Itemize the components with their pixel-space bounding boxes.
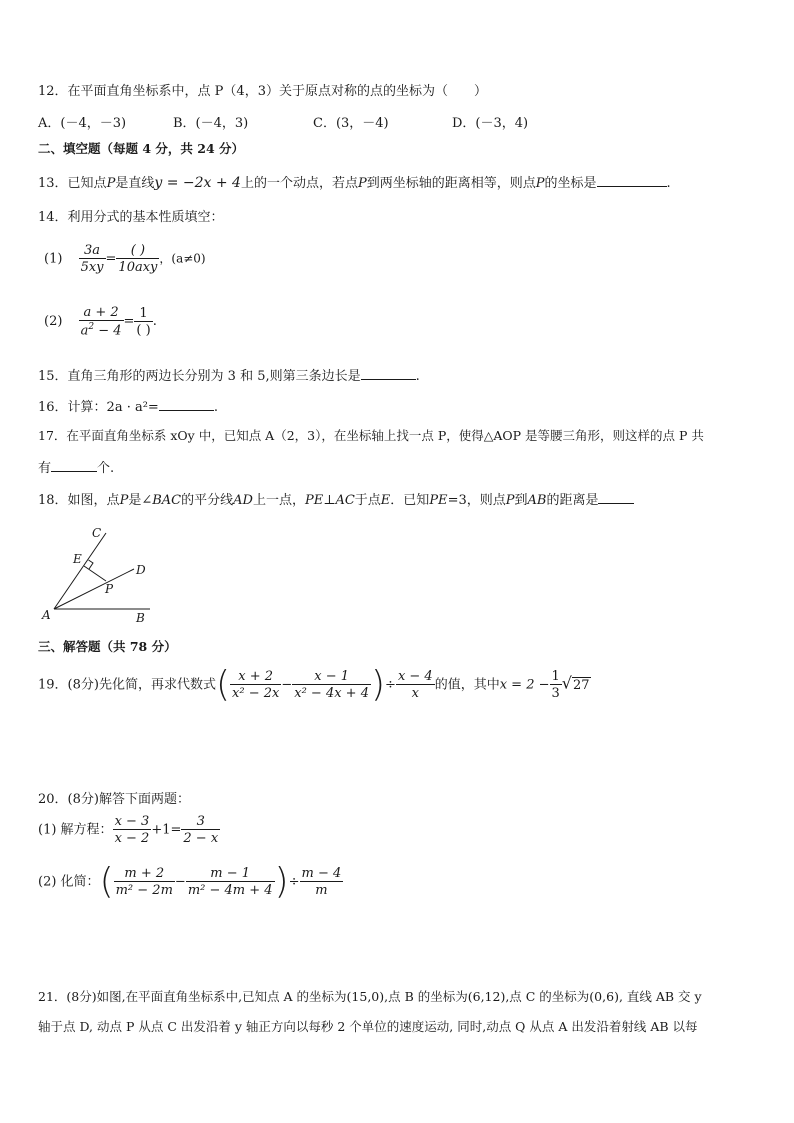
q18-var: AD (233, 493, 253, 508)
part-label: (2) 化简： (38, 874, 100, 890)
q18-var: BAC (152, 493, 182, 508)
question-17-number: 17． (38, 428, 67, 443)
answer-blank-18 (598, 491, 634, 504)
question-13-text-2: 是直线 (115, 176, 155, 191)
q18-text: =3，则点 (447, 493, 506, 508)
period: . (152, 314, 157, 330)
question-21-line-1 (38, 991, 702, 1004)
fraction-numerator: 3a (79, 244, 106, 259)
label-c: C (92, 526, 102, 540)
q18-text: 到 (514, 493, 528, 508)
question-17-text-1: 在平面直角坐标系 xOy 中，已知点 A（2，3），在坐标轴上找一点 P，使得△AOP 是等腰三角形，则这样的点 P 共 (66, 428, 704, 443)
fraction-denominator: m (315, 883, 328, 898)
fraction-1 (230, 670, 281, 700)
q18-var: P (505, 493, 515, 508)
condition-expr: x = 2 − (499, 677, 550, 693)
q18-text: 于点 (354, 493, 381, 508)
fraction-denominator: ( ) (136, 322, 151, 338)
question-17-line-1 (38, 430, 704, 443)
fraction-a-plus-2-over-a2-minus-4 (79, 306, 124, 337)
q18-var: P (119, 493, 129, 508)
ray-ad (54, 569, 134, 609)
fraction-numerator: x − 4 (397, 669, 433, 684)
question-13-number: 13． (38, 176, 68, 191)
label-d: D (136, 563, 146, 577)
equals-sign: = (123, 314, 135, 330)
q18-var: PE (304, 493, 324, 508)
question-21-line-2: 轴于点 D, 动点 P 从点 C 出发沿着 y 轴正方向以每秒 2 个单位的速度运动, 同时,动点 Q 从点 A 出发沿着射线 AB 以每 (38, 1019, 698, 1034)
left-paren: ( (99, 861, 114, 902)
q18-text: ．已知 (390, 493, 430, 508)
question-12 (38, 85, 487, 98)
fraction-1 (113, 815, 152, 845)
question-18 (38, 491, 634, 507)
score-label: (8分) (67, 677, 99, 693)
q18-var: E (380, 493, 391, 508)
question-15-number: 15． (38, 369, 68, 384)
equals-sign: = (105, 251, 117, 267)
fraction-2 (181, 815, 220, 845)
answer-blank-16 (159, 398, 214, 411)
q18-var: PE (429, 493, 448, 508)
fraction-numerator: m − 4 (301, 866, 342, 881)
minus-sign: − (281, 677, 293, 693)
fraction-3 (300, 867, 344, 897)
question-14-part-2-label: (2) (44, 314, 63, 330)
q18-text: 如图，点 (67, 493, 120, 508)
fraction-2 (186, 867, 275, 897)
q18-text: 的平分线 (181, 493, 234, 508)
fraction-denominator: 3 (551, 686, 560, 701)
question-14 (38, 211, 224, 224)
q18-text: 上一点， (252, 493, 305, 508)
fraction-numerator: ( ) (116, 244, 159, 259)
fraction-1 (114, 867, 175, 897)
q18-text: 的距离是 (546, 493, 599, 508)
question-20 (38, 793, 190, 806)
fraction-numerator: x − 1 (292, 670, 371, 685)
question-17-text-2: 有 (38, 461, 52, 476)
fraction-1-over-blank (134, 307, 152, 337)
answer-blank-13 (597, 174, 667, 187)
question-13-var-p: P (106, 176, 116, 191)
divide-sign: ÷ (385, 677, 396, 693)
question-21-number: 21． (38, 989, 67, 1004)
fraction-blank-over-10axy (116, 244, 159, 274)
denominator-exponent: 2 (88, 322, 95, 332)
question-13-text-4: 到两坐标轴的距离相等，则点 (366, 176, 536, 191)
question-17-line-2 (38, 459, 114, 475)
q18-text: ⊥ (323, 493, 336, 508)
answer-blank-15 (361, 367, 416, 380)
denominator-rest: − 4 (94, 323, 122, 339)
fraction-3a-over-5xy (79, 244, 106, 274)
question-20-part-1 (38, 815, 220, 845)
question-12-option-c: C．(3，－4) (313, 116, 389, 131)
condition-text: ，(a≠0) (159, 251, 206, 266)
question-12-text: 在平面直角坐标系中，点 P（4，3）关于原点对称的点的坐标为（ ） (67, 84, 487, 99)
minus-sign: − (174, 874, 186, 890)
question-18-number: 18． (38, 493, 68, 508)
question-14-part-1-label: (1) (44, 251, 63, 267)
fraction-denominator: m² − 4m + 4 (187, 883, 273, 898)
right-paren: ) (370, 664, 386, 705)
section-heading-fill-in: 二、填空题（每题 4 分，共 24 分） (38, 141, 245, 156)
question-14-part-2 (44, 306, 157, 337)
question-19-number: 19． (38, 677, 68, 693)
divide-sign: ÷ (288, 874, 300, 890)
fraction-denominator: 2 − x (183, 831, 219, 846)
q20-text: 解答下面两题： (98, 792, 190, 807)
answer-blank-17 (51, 459, 97, 472)
fraction-denominator: x² − 4x + 4 (294, 686, 369, 701)
period: . (213, 400, 218, 415)
ray-ac (54, 533, 106, 609)
right-angle-mark (89, 560, 94, 569)
fraction-numerator: a + 2 (79, 306, 124, 321)
fraction-denominator: x (411, 686, 419, 701)
fraction-2 (292, 670, 371, 700)
q19-text: 先化简，再求代数式 (98, 677, 216, 693)
fraction-numerator: m + 2 (114, 867, 175, 882)
fraction-denominator (79, 321, 124, 337)
fraction-numerator: 1 (551, 669, 560, 684)
label-a: A (42, 608, 51, 622)
section-heading-answer: 三、解答题（共 78 分） (38, 639, 177, 654)
fraction-denominator: 10axy (118, 260, 158, 275)
q21-text-1: 如图,在平面直角坐标系中,已知点 A 的坐标为(15,0),点 B 的坐标为(6,12),点 C 的坐标为(0,6), 直线 AB 交 y (96, 989, 702, 1004)
fraction-denominator: x² − 2x (232, 686, 280, 701)
question-15 (38, 367, 420, 383)
fraction-denominator: x − 2 (114, 831, 150, 846)
question-13-var-p-3: P (535, 176, 545, 191)
question-20-part-2 (38, 861, 343, 902)
question-13-end: . (666, 176, 671, 191)
score-label: (8分) (66, 989, 97, 1004)
q18-text: 是∠ (128, 493, 153, 508)
denominator-base: a (80, 323, 89, 339)
fraction-numerator: x + 2 (230, 670, 281, 685)
question-20-number: 20． (38, 792, 68, 807)
question-13-text-1: 已知点 (67, 176, 107, 191)
question-14-number: 14． (38, 210, 68, 225)
question-12-option-d: D．(－3，4) (452, 116, 529, 131)
fraction-numerator: 3 (181, 815, 220, 830)
question-13-equation: y = −2x + 4 (154, 175, 241, 191)
fraction-denominator: m² − 2m (115, 883, 173, 898)
fraction-numerator: x − 3 (114, 814, 150, 829)
fraction-denominator: 5xy (80, 260, 104, 275)
score-label: (8分) (67, 792, 99, 807)
q18-var: AC (335, 493, 355, 508)
fraction-3 (396, 670, 435, 700)
angle-bisector-figure (38, 522, 158, 624)
fraction-1-over-3 (550, 670, 562, 700)
question-12-number: 12． (38, 84, 68, 99)
question-16-number: 16． (38, 400, 68, 415)
question-13-text-5: 的坐标是 (544, 176, 597, 191)
period: . (415, 369, 420, 384)
question-14-text: 利用分式的基本性质填空： (67, 210, 224, 225)
fraction-numerator: m − 1 (186, 867, 275, 882)
fraction-numerator: 1 (134, 307, 152, 322)
label-e: E (73, 552, 82, 566)
question-12-option-a: A．(－4，－3) (38, 116, 127, 131)
part-label: (1) 解方程： (38, 822, 113, 838)
label-b: B (136, 611, 145, 624)
question-14-part-1 (44, 244, 206, 274)
radicand: 27 (573, 677, 590, 693)
q19-text: 的值，其中 (434, 677, 500, 693)
question-16 (38, 398, 218, 414)
sqrt-symbol: √ (561, 673, 572, 693)
label-p: P (105, 582, 114, 596)
segment-pe (84, 566, 106, 581)
question-17-text-3: 个. (97, 461, 115, 476)
question-12-option-b: B．(－4，3) (173, 116, 249, 131)
question-15-text: 直角三角形的两边长分别为 3 和 5,则第三条边长是 (67, 369, 361, 384)
question-16-text: 计算：2a · a²= (67, 400, 159, 415)
right-paren: ) (274, 861, 289, 902)
question-13-var-p-2: P (357, 176, 367, 191)
q18-var: AB (527, 493, 547, 508)
question-13-text-3: 上的一个动点，若点 (240, 176, 358, 191)
question-19 (38, 664, 591, 705)
question-13 (38, 174, 671, 190)
left-paren: ( (215, 664, 231, 705)
plus-one-equals: +1= (151, 822, 182, 838)
